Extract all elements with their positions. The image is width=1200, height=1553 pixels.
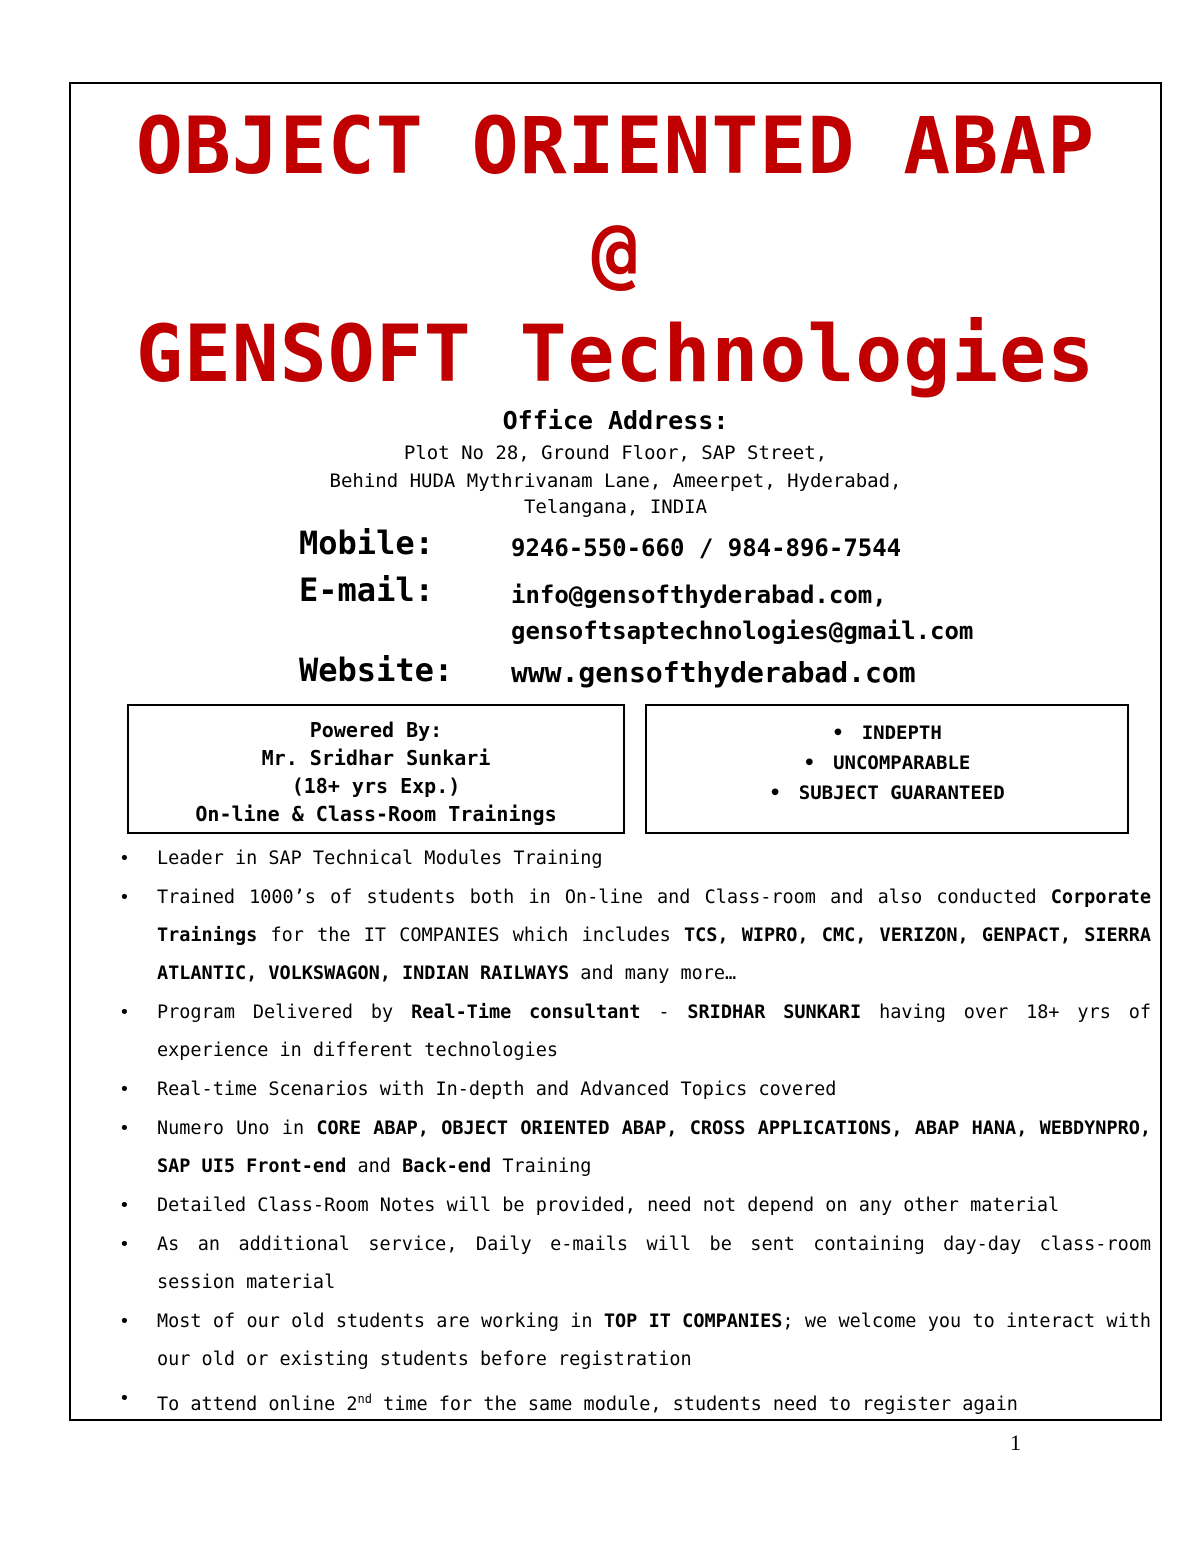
title-line-3: GENSOFT Technologies [135,310,1096,400]
feature-item: • SUBJECT GUARANTEED [647,778,1127,808]
list-item: • Program Delivered by Real-Time consultant - SRIDHAR SUNKARI having over 18+ yrs of experience in different technologies [115,994,1151,1070]
list-item: • Leader in SAP Technical Modules Training [115,840,1151,878]
powered-by-heading: Powered By: [309,718,443,742]
features-box [645,704,1129,834]
mobile-value: 9246-550-660 / 984-896-7544 [511,534,902,562]
trainer-name: Mr. Sridhar Sunkari [261,746,491,770]
address-line-2: Behind HUDA Mythrivanam Lane, Ameerpet, Hyderabad, [329,470,902,492]
website-label: Website: [299,651,454,689]
list-item: • To attend online 2nd time for the same module, students need to register again [115,1380,1151,1424]
feature-item: • UNCOMPARABLE [647,748,1127,778]
address-line-1: Plot No 28, Ground Floor, SAP Street, [403,442,828,464]
list-item: • Detailed Class-Room Notes will be provided, need not depend on any other material [115,1187,1151,1225]
powered-by-box [127,704,625,834]
list-item: • Most of our old students are working in TOP IT COMPANIES; we welcome you to interact with our old or existing students before registration [115,1303,1151,1379]
website-value[interactable]: www.gensofthyderabad.com [511,656,916,689]
email-value-1[interactable]: info@gensofthyderabad.com, [511,581,887,609]
title-line-2: @ [591,208,640,298]
mobile-label: Mobile: [299,524,434,562]
email-value-2[interactable]: gensoftsaptechnologies@gmail.com [511,617,974,645]
page-number: 1 [1010,1430,1021,1455]
list-item: • Trained 1000’s of students both in On-line and Class-room and also conducted Corporate Trainings for the IT COMPANIES which includes TCS, WIPRO, CMC, VERIZON, GENPACT, SIERRA ATLANTIC, VOLKSWAGON, INDIAN RAILWAYS and many more… [115,879,1151,993]
feature-item: • INDEPTH [647,718,1127,748]
trainer-experience: (18+ yrs Exp.) [291,774,461,798]
highlights-list [115,840,1151,1425]
list-item: • As an additional service, Daily e-mails will be sent containing day-day class-room session material [115,1226,1151,1302]
list-item: • Real-time Scenarios with In-depth and Advanced Topics covered [115,1071,1151,1109]
email-label: E-mail: [299,571,434,609]
office-address-heading: Office Address: [502,406,729,435]
page-frame [69,82,1162,1421]
features-list [647,718,1127,808]
training-modes: On-line & Class-Room Trainings [195,802,557,826]
address-line-3: Telangana, INDIA [523,496,708,518]
title-line-1: OBJECT ORIENTED ABAP [135,102,1096,192]
list-item: • Numero Uno in CORE ABAP, OBJECT ORIENTED ABAP, CROSS APPLICATIONS, ABAP HANA, WEBDYNPRO, SAP UI5 Front-end and Back-end Training [115,1110,1151,1186]
